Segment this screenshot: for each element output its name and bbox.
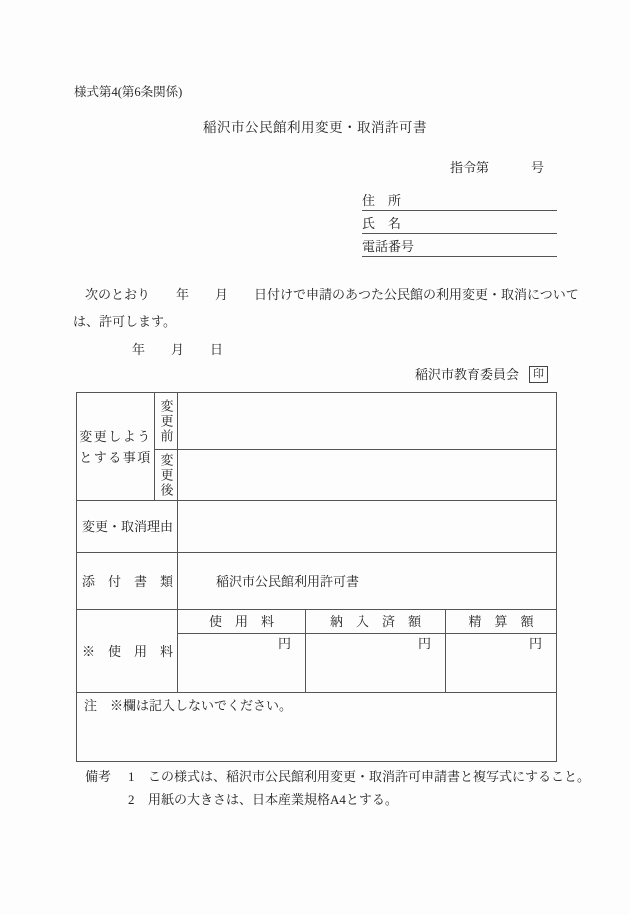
remark-2-text: 用紙の大きさは、日本産業規格A4とする。 <box>148 792 398 807</box>
after-change-label: 変更後 <box>158 452 174 498</box>
body-text-line2: は、許可します。 <box>73 314 176 329</box>
attachments-value-cell <box>178 553 556 610</box>
fee-usage-value-cell <box>178 634 306 693</box>
address-label: 住 所 <box>362 193 402 208</box>
permit-table <box>76 392 557 762</box>
fee-col1-label: 使 用 料 <box>208 614 274 629</box>
fee-column-header-usage <box>178 610 306 634</box>
remark-1-text: この様式は、稲沢市公民館利用変更・取消許可申請書と複写式にすること。 <box>148 769 591 784</box>
remarks-label: 備考 <box>85 769 112 784</box>
remark-row-2 <box>85 788 590 811</box>
form-number: 様式第4(第6条関係) <box>74 85 183 99</box>
reason-label-cell <box>77 501 178 553</box>
directive-number-line <box>450 161 544 174</box>
change-items-label-cell <box>77 393 155 501</box>
field-row-phone <box>362 234 557 257</box>
fee-settlement-value-cell <box>446 634 556 693</box>
remark-1-number: 1 <box>128 769 135 784</box>
before-change-label: 変更前 <box>158 398 174 444</box>
before-change-label-cell <box>155 393 178 450</box>
field-row-address <box>362 188 557 211</box>
directive-prefix: 指令第 <box>450 160 490 175</box>
fee-column-header-settlement <box>446 610 556 634</box>
fee-paid-value-cell <box>306 634 446 693</box>
fee-col3-label: 精 算 額 <box>468 614 534 629</box>
page-title: 稲沢市公民館利用変更・取消許可書 <box>203 120 427 135</box>
after-change-label-cell <box>155 450 178 501</box>
remark-row-1 <box>85 765 590 788</box>
directive-suffix: 号 <box>531 160 545 175</box>
after-change-value-cell <box>178 450 556 501</box>
table-note: 注 ※欄は記入しないでください。 <box>84 698 293 713</box>
change-items-label-line2: とする事項 <box>79 449 152 465</box>
fee-label: ※ 使 用 料 <box>82 643 174 659</box>
attachments-label: 添 付 書 類 <box>82 573 174 589</box>
change-items-label-line1: 変更しよう <box>79 428 152 444</box>
seal-character: 印 <box>533 368 544 380</box>
recipient-fields <box>362 188 557 257</box>
body-text-line1: 次のとおり 年 月 日付けで申請のあつた公民館の利用変更・取消について <box>85 287 579 302</box>
attachments-value: 稲沢市公民館利用許可書 <box>216 573 360 589</box>
fee-label-cell <box>77 610 178 693</box>
remark-2-number: 2 <box>128 792 135 807</box>
table-note-cell <box>77 693 556 763</box>
yen-unit: 円 <box>417 636 431 651</box>
seal-mark <box>529 366 548 383</box>
yen-unit: 円 <box>277 636 291 651</box>
before-change-value-cell <box>178 393 556 450</box>
phone-label: 電話番号 <box>362 239 415 254</box>
reason-label: 変更・取消理由 <box>82 519 174 534</box>
fee-col2-label: 納 入 済 額 <box>329 614 421 629</box>
issue-date-line: 年 月 日 <box>132 342 224 357</box>
attachments-label-cell <box>77 553 178 610</box>
remarks-label-spacer <box>85 788 128 811</box>
yen-unit: 円 <box>528 636 542 651</box>
reason-value-cell <box>178 501 556 553</box>
issuer-name: 稲沢市教育委員会 <box>415 367 520 382</box>
name-label: 氏 名 <box>362 216 402 231</box>
fee-column-header-paid <box>306 610 446 634</box>
field-row-name <box>362 211 557 234</box>
remarks <box>85 765 590 811</box>
